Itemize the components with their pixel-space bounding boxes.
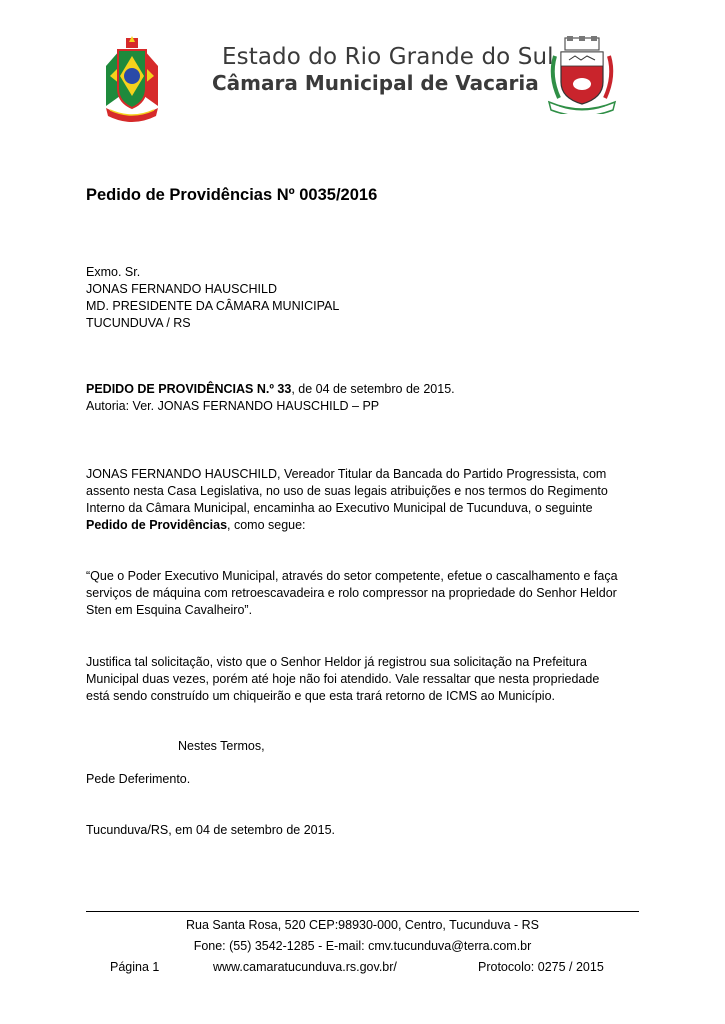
- reference-block: [86, 381, 455, 415]
- paragraph-line: assento nesta Casa Legislativa, no uso de suas legais atribuições e nos termos do Regimento: [86, 484, 608, 498]
- footer-address: Rua Santa Rosa, 520 CEP:98930-000, Centro, Tucunduva - RS: [186, 918, 539, 932]
- paragraph-tail: , como segue:: [227, 518, 306, 532]
- reference-line: [86, 381, 455, 398]
- footer-page-number: Página 1: [110, 960, 160, 974]
- place-and-date: Tucunduva/RS, em 04 de setembro de 2015.: [86, 823, 335, 837]
- paragraph-line: está sendo construído um chiqueirão e que esta trará retorno de ICMS ao Município.: [86, 689, 556, 703]
- document-title: Pedido de Providências Nº 0035/2016: [86, 186, 378, 204]
- footer-contact: Fone: (55) 3542-1285 - E-mail: cmv.tucunduva@terra.com.br: [193, 939, 532, 953]
- paragraph-line: Justifica tal solicitação, visto que o Senhor Heldor já registrou sua solicitação na Prefeitura: [86, 655, 587, 669]
- reference-date: , de 04 de setembro de 2015.: [291, 382, 455, 396]
- intro-paragraph: [86, 466, 608, 534]
- reference-number: PEDIDO DE PROVIDÊNCIAS N.º 33: [86, 382, 292, 396]
- header-chamber-name: Câmara Municipal de Vacaria: [212, 71, 539, 95]
- paragraph-line: Municipal duas vezes, porém até hoje não foi atendido. Vale ressaltar que nesta propriedade: [86, 672, 600, 686]
- header-state-name: Estado do Rio Grande do Sul: [222, 44, 554, 70]
- footer-divider: [86, 911, 639, 912]
- rio-grande-do-sul-coat-of-arms-icon: [100, 36, 164, 122]
- closing-terms: Nestes Termos,: [178, 739, 265, 753]
- paragraph-line: [86, 517, 608, 534]
- footer-website-link[interactable]: www.camaratucunduva.rs.gov.br/: [213, 960, 397, 974]
- paragraph-line: serviços de máquina com retroescavadeira e rolo compressor na propriedade do Senhor Heldor: [86, 586, 617, 600]
- recipient-block: [86, 264, 339, 332]
- request-type: Pedido de Providências: [86, 518, 228, 532]
- paragraph-line: JONAS FERNANDO HAUSCHILD, Vereador Titular da Bancada do Partido Progressista, com: [86, 467, 607, 481]
- authorship-line: Autoria: Ver. JONAS FERNANDO HAUSCHILD – PP: [86, 399, 380, 413]
- recipient-line: TUCUNDUVA / RS: [86, 316, 191, 330]
- vacaria-municipal-coat-of-arms-icon: [545, 36, 619, 114]
- footer-protocol: Protocolo: 0275 / 2015: [478, 960, 604, 974]
- recipient-line: Exmo. Sr.: [86, 265, 141, 279]
- paragraph-line: “Que o Poder Executivo Municipal, através do setor competente, efetue o cascalhamento e faça: [86, 569, 618, 583]
- paragraph-line: Sten em Esquina Cavalheiro”.: [86, 603, 253, 617]
- recipient-line: JONAS FERNANDO HAUSCHILD: [86, 282, 277, 296]
- recipient-line: MD. PRESIDENTE DA CÂMARA MUNICIPAL: [86, 299, 340, 313]
- request-paragraph: [86, 568, 618, 619]
- closing-request: Pede Deferimento.: [86, 772, 191, 786]
- justification-paragraph: [86, 654, 599, 705]
- paragraph-line: Interno da Câmara Municipal, encaminha ao Executivo Municipal de Tucunduva, o seguinte: [86, 501, 593, 515]
